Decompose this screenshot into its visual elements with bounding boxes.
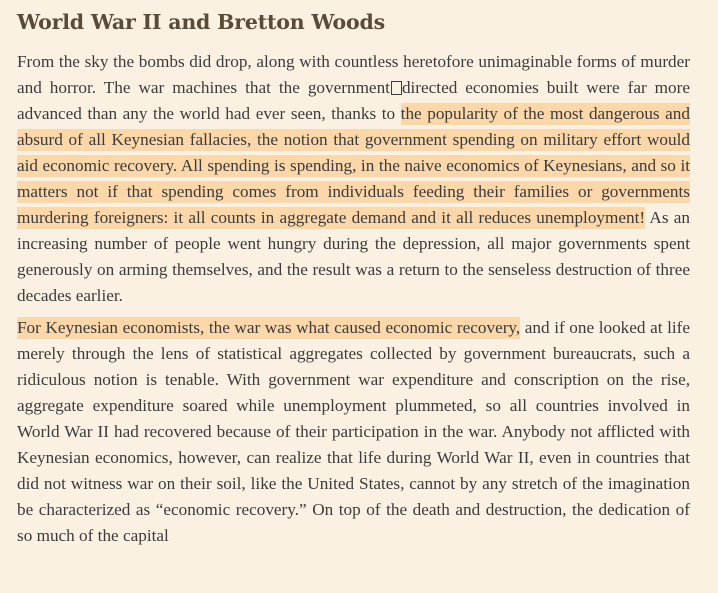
chapter-title: World War II and Bretton Woods	[17, 10, 385, 34]
paragraph-2	[17, 315, 690, 549]
highlighted-passage-2[interactable]: For Keynesian economists, the war was what caused economic recovery,	[17, 318, 521, 337]
paragraph-1	[17, 49, 690, 309]
paragraph-1-text: From the sky the bombs did drop, along with countless heretofore unimaginable forms of murder and horror. The war machines that the government	[17, 52, 690, 97]
paragraph-1-text-c: As an increasing number of people went hungry during the depression, all major governments spent generously on arming themselves, and the result was a return to the senseless destruction of three decades earlier.	[17, 208, 690, 305]
paragraph-1-text-b: directed economies built were far more advanced than any the world had ever seen, thanks to	[17, 78, 690, 123]
highlighted-passage-1[interactable]: the popularity of the most dangerous and absurd of all Keynesian fallacies, the notion that government spending on military effort would aid economic recovery. All spending is spending, in the naive economics of Keynesians, and so it matters not if that spending comes from individuals feeding their families or governments murdering foreigners: it all counts in aggregate demand and it all reduces unemployment!	[17, 104, 690, 227]
missing-glyph-icon	[391, 81, 402, 95]
paragraph-2-text: and if one looked at life merely through the lens of statistical aggregates collected by government bureaucrats, such a ridiculous notion is tenable. With government war expenditure and conscription on the rise, aggregate expenditure soared while unemployment plummeted, so all countries involved in World War II had recovered because of their participation in the war. Anybody not afflicted with Keynesian economics, however, can realize that life during World War II, even in countries that did not witness war on their soil, like the United States, cannot by any stretch of the imagination be characterized as “economic recovery.” On top of the death and destruction, the dedication of so much of the capital	[17, 318, 691, 545]
